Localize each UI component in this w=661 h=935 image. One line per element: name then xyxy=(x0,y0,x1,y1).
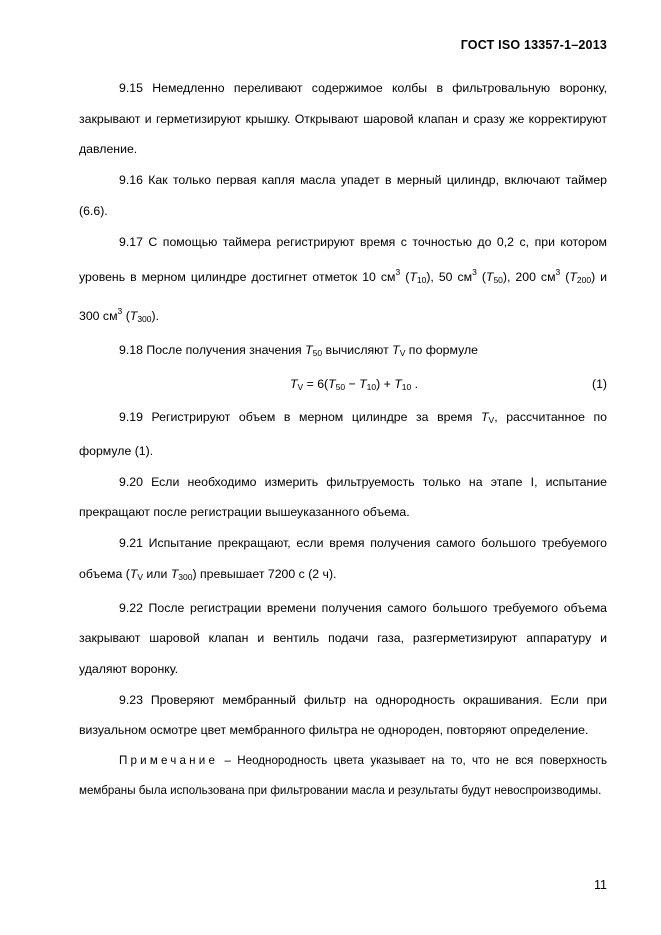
paragraph-9-17: 9.17 С помощью таймера регистрируют время с точностью до 0,2 с, при котором уровень в мерном цилиндре достигнет отметок 10 $см^3$ $(T_{10})$, 50 $см^3$ $(T_{50})$, 200 $см^3$ $(T_{200})$ и 300 $см^3$ $(T_{300})$. xyxy=(79,234,608,324)
paragraph-9-16: 9.16 Как только первая капля масла упадет в мерный цилиндр, включают таймер (6.6). xyxy=(79,173,607,218)
note xyxy=(79,746,607,806)
formula-1 xyxy=(79,369,607,399)
note-text: – Неоднородность цвета указывает на то, что не вся поверхность мембраны была использована при фильтровании масла и результаты будут невоспроизводимы. xyxy=(79,754,607,797)
paragraph-9-18: 9.18 После получения значения $T_{50}$ вычисляют $T_V$ по формуле xyxy=(119,342,478,358)
paragraph-9-23: 9.23 Проверяют мембранный фильтр на однородность окрашивания. Если при визуальном осмотре цвет мембранного фильтра не однороден, повторяют определение. xyxy=(79,692,607,737)
paragraph-9-21: 9.21 Испытание прекращают, если время получения самого большого требуемого объема ($T_V$ или $T_{300}$) превышает 7200 с (2 ч). xyxy=(79,536,607,582)
paragraph-9-19: 9.19 Регистрируют объем в мерном цилиндре за время $T_V$, рассчитанное по формуле (1). xyxy=(79,410,607,458)
paragraph-9-15: 9.15 Немедленно переливают содержимое колбы в фильтровальную воронку, закрывают и герметизируют крышку. Открывают шаровой клапан и сразу же корректируют давление. xyxy=(79,81,607,156)
paragraph-9-20: 9.20 Если необходимо измерить фильтруемость только на этапе I, испытание прекращают после регистрации вышеуказанного объема. xyxy=(79,474,607,519)
note-label: Примечание xyxy=(119,754,219,767)
page-body xyxy=(79,73,607,806)
page-number: 11 xyxy=(594,878,607,892)
paragraph-9-22: 9.22 После регистрации времени получения самого большого требуемого объема закрывают шаровой клапан и вентиль подачи газа, разгерметизируют аппаратуру и удаляют воронку. xyxy=(79,600,607,676)
formula-number: (1) xyxy=(591,377,607,391)
paragraph-9-17-text: 9.17 С помощью таймера регистрируют время с точностью до 0,2 с, при котором уровень в мерном цилиндре достигнет отметок 10 см xyxy=(79,234,607,284)
formula-expression: $T_V = 6(T_{50} - T_{10}) + T_{10}$ . xyxy=(290,377,419,392)
document-code-header: ГОСТ ISO 13357-1–2013 xyxy=(460,38,607,52)
